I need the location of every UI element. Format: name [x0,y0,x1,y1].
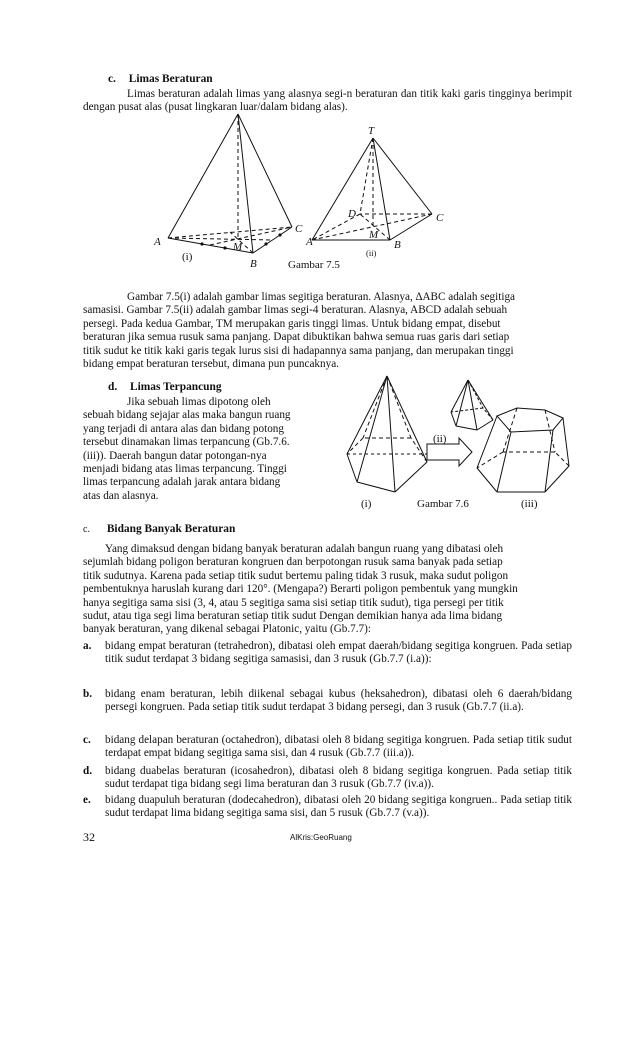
e-line-1: Yang dimaksud dengan bidang banyak beraturan adalah bangun ruang yang dibatasi oleh [105,543,504,555]
list-item-d-mark: d. [83,765,93,777]
d-line-7: limas terpancung adalah jarak antara bidang [83,476,281,489]
section-d-label: d. [108,381,118,393]
figure-7-6 [325,372,575,514]
fig76-label-i: (i) [361,498,372,510]
label-ii-t: T [368,125,375,137]
e-line-7: banyak beraturan, yang dikenal sebagai Platonic, yaitu (Gb.7.7): [83,623,371,636]
list-item-b [83,688,572,715]
label-i-b: B [250,258,257,270]
pyramid-i-edge-tb [238,114,253,253]
list-item-c-text: bidang delapan beraturan (octahedron), dibatasi oleh 8 bidang segitiga kongruen. Pada setiap titik sudut terdapat empat bidang segitiga sama sisi, dan 4 rusuk (Gb.7.7 (iii.a)). [105,734,572,760]
list-item-c [83,734,572,761]
section-e-label: c. [83,524,90,535]
list-item-b-mark: b. [83,688,93,700]
label-fig-ii: (ii) [366,248,377,258]
p75-line-4: beraturan jika semua rusuk sama panjang. Dapat dibuktikan bahwa semua ruas garis dari setiap [83,331,510,344]
fig76-label-iii: (iii) [521,498,538,510]
figure-7-5 [140,110,460,272]
section-e-heading [83,523,235,535]
pyramid-i-median-a [168,238,273,240]
list-item-e [83,794,572,821]
section-d-heading [108,381,222,393]
label-ii-c: C [436,212,444,224]
list-item-a-mark: a. [83,640,92,652]
label-ii-m: M [369,229,379,241]
fig76-caption: Gambar 7.6 [417,498,469,510]
d-line-3: yang terjadi di antara alas dan bidang potong [83,422,284,435]
section-e-paragraph [83,543,572,637]
d-line-4: tersebut dinamakan limas terpancung (Gb.7.6. [83,436,290,449]
list-item-e-mark: e. [83,794,91,806]
p75-line-6: bidang empat beraturan tersebut, dimana pun puncaknya. [83,358,339,371]
figure-7-5-caption: Gambar 7.5 [288,259,340,271]
section-c-paragraph: Limas beraturan adalah limas yang alasnya segi-n beraturan dan titik kaki garis tingginya berimpit dengan pusat alas (pusat lingkaran luar/dalam bidang alas). [83,88,572,114]
section-c-heading [108,73,213,85]
pyramid-ii-edge-bc [390,214,432,240]
label-i-m: M [233,241,243,253]
pyramid-i-edge-ta [168,114,238,238]
fig76-label-ii: (ii) [433,433,447,445]
label-fig-i: (i) [182,251,193,263]
section-c-label: c. [108,73,116,85]
e-line-5: hanya segitiga sama sisi (3, 4, atau 5 segitiga sama sisi setiap titik sudut), tiga persegi per titik [83,596,504,609]
list-item-d-text: bidang duabelas beraturan (icosahedron), dibatasi oleh 8 bidang segitiga kongruen. Pada setiap titik sudut terdapat tiga bidang segi lima beraturan dan 3 rusuk (Gb.7.7 (iv.a)). [105,765,572,791]
list-item-d [83,765,572,792]
section-d-title: Limas Terpancung [130,381,222,393]
running-title: AlKris:GeoRuang [290,833,352,842]
list-item-b-text: bidang enam beraturan, lebih diikenal sebagai kubus (heksahedron), dibatasi oleh 6 daerah/bidang persegi kongruen. Pada setiap titik sudut terdapat 3 bidang persegi, dan 3 rusuk (Gb.7.7 (ii.a). [105,688,572,714]
e-line-6: sudut, atau tiga segi lima beraturan setiap titik sudut Dengan demikian hanya ada lima bidang [83,610,503,623]
d-line-8: atas dan alasnya. [83,489,159,502]
p75-line-5: titik sudut ke titik kaki garis tegak lurus sisi di hadapannya sama panjang, dan merupakan tinggi [83,344,514,357]
page-number: 32 [83,830,95,844]
d-line-5: (iii)). Daerah bangun datar potongan-nya [83,449,267,462]
p75-line-2: samasisi. Gambar 7.5(ii) adalah gambar limas segi-4 beraturan. Alasnya, ABCD adalah sebuah [83,304,508,317]
paragraph-fig-7-5 [83,291,572,371]
e-line-4: pembentuknya haruslah kurang dari 120°. (Mengapa?) Berarti poligon pembentuk yang mungkin [83,583,518,596]
label-ii-b: B [394,239,401,251]
d-line-1: Jika sebuah limas dipotong oleh [127,396,271,408]
p75-line-3: persegi. Pada kedua Gambar, TM merupakan garis tinggi limas. Untuk bidang empat, disebut [83,317,501,330]
pyramid-ii-edge-tc [373,138,432,214]
label-ii-d: D [348,208,356,220]
e-line-3: titik sudutnya. Karena pada setiap titik sudut bertemu paling tidak 3 rusuk, maka sudut poligon [83,569,509,582]
label-i-a: A [154,236,161,248]
section-d-paragraph [83,396,313,503]
section-c-title: Limas Beraturan [128,73,213,85]
list-item-a [83,640,572,667]
label-i-c: C [295,223,303,235]
d-line-2: sebuah bidang sejajar alas maka bangun ruang [83,409,291,422]
d-line-6: menjadi bidang atas limas terpancung. Tinggi [83,463,287,476]
pyramid-i-edge-tc [238,114,292,227]
list-item-e-text: bidang duapuluh beraturan (dodecahedron), dibatasi oleh 20 bidang segitiga kongruen.. Pada setiap titik sudut terdapat lima bidang segitiga sama sisi, dan 5 rusuk (Gb.7.7 (v.a)). [105,794,572,820]
label-ii-a: A [306,236,313,248]
list-item-a-text: bidang empat beraturan (tetrahedron), dibatasi oleh empat daerah/bidang segitiga kongruen. Pada setiap titik sudut terdapat 3 bidang segitiga samasisi, dan 3 rusuk (Gb.7.7 (i.a)): [105,640,572,666]
e-line-2: sejumlah bidang poligon beraturan kongruen dan berpotongan rusuk sama banyak pada setiap [83,556,503,569]
list-item-c-mark: c. [83,734,91,746]
p75-line-1: Gambar 7.5(i) adalah gambar limas segitiga beraturan. Alasnya, ∆ABC adalah segitiga [127,291,516,303]
section-e-title: Bidang Banyak Beraturan [106,523,236,535]
